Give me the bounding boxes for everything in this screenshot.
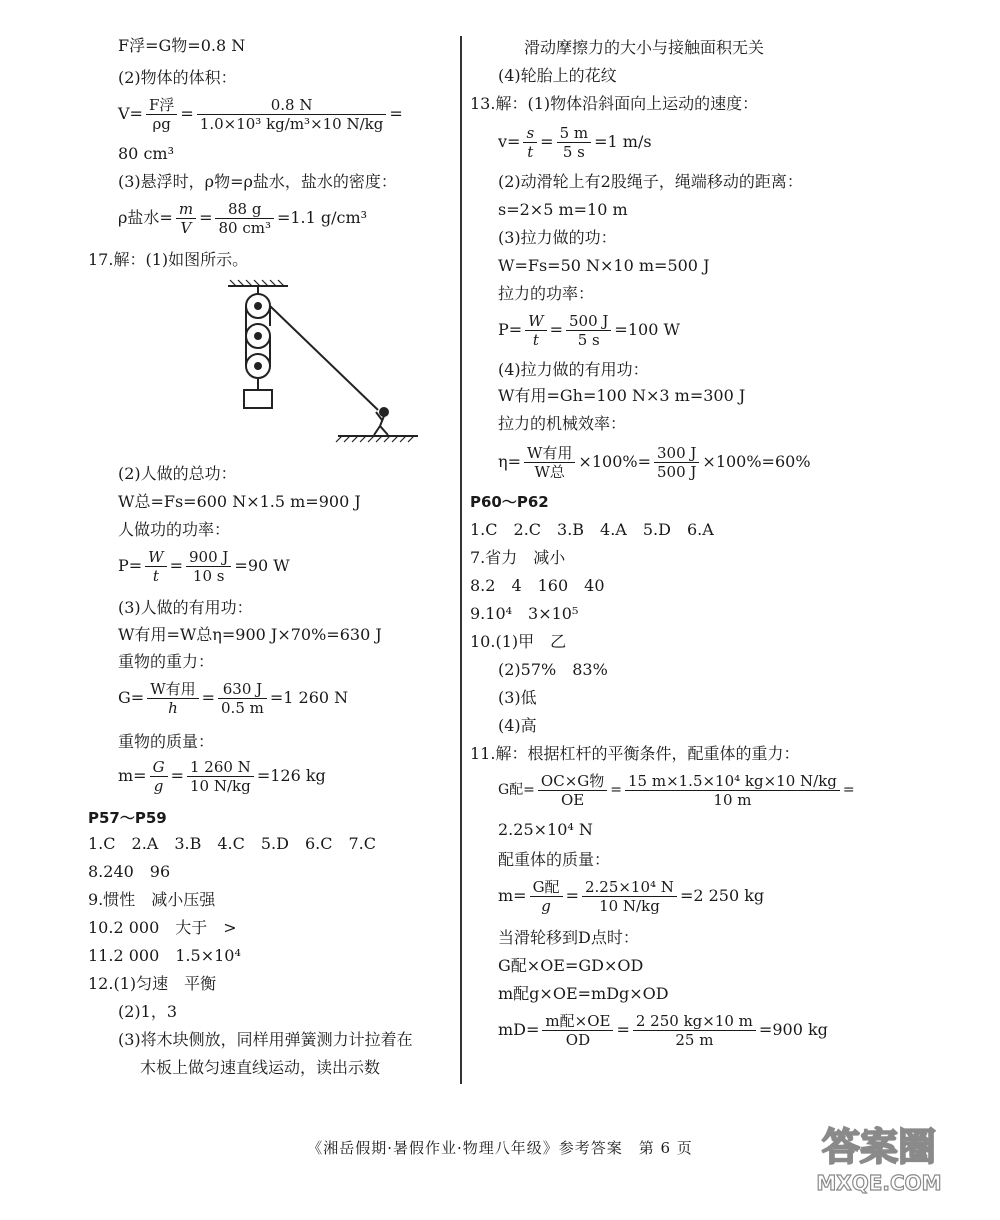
fraction: $\frac{G}{g}$ — [150, 758, 168, 795]
answer-line: 1.C 2.C 3.B 4.A 5.D 6.A — [470, 520, 714, 539]
fraction: $\frac{W}{t}$ — [145, 548, 166, 585]
formula-volume: V= $\frac{\text{F浮}}{\rho g}$ = $\frac{0.8 N}{\text{1.0×10³ kg/m³×10 N/kg}}$ = — [118, 96, 403, 133]
text-line: 重物的质量： — [118, 732, 215, 751]
formula-lhs: V= — [118, 104, 143, 123]
fraction: $\frac{\text{m配×OE}}{OD}$ — [542, 1012, 613, 1049]
text-line: (3)拉力做的功： — [498, 228, 617, 247]
text-line: 滑动摩擦力的大小与接触面积无关 — [524, 38, 765, 57]
answer-line: (2)57% 83% — [498, 660, 608, 679]
answer-line: 11.2 000 1.5×10⁴ — [88, 946, 241, 965]
answer-line: 10.(1)甲 乙 — [470, 632, 567, 651]
fraction: $\frac{\text{OC×G物}}{OE}$ — [538, 772, 607, 809]
text-line: 当滑轮移到D点时： — [498, 928, 639, 947]
text-line: 拉力的功率： — [498, 284, 595, 303]
formula-counterweight-mass: m= $\frac{\text{G配}}{g}$ = $\frac{\text{2.25×10⁴ N}}{10 N/kg}$ =2 250 kg — [498, 878, 765, 915]
answer-line: 8.240 96 — [88, 862, 171, 881]
fraction: $\frac{0.8 N}{\text{1.0×10³ kg/m³×10 N/kg}}$ — [197, 96, 387, 133]
text-line: 80 cm³ — [118, 144, 174, 163]
column-divider — [460, 36, 462, 1084]
text-line: 拉力的机械效率： — [498, 414, 627, 433]
fraction: $\frac{s}{t}$ — [523, 124, 537, 161]
text-line: W有用=W总η=900 J×70%=630 J — [118, 625, 382, 644]
text-line: W=Fs=50 N×10 m=500 J — [498, 256, 710, 275]
fraction: $\frac{\text{15 m×1.5×10⁴ kg×10 N/kg}}{10 m}$ — [625, 772, 840, 809]
fraction: $\frac{1 260 N}{10 N/kg}$ — [187, 758, 254, 795]
answer-line: 7.省力 减小 — [470, 548, 566, 567]
text-line: (3)悬浮时，ρ物=ρ盐水，盐水的密度： — [118, 172, 397, 191]
formula-velocity: v= $\frac{s}{t}$ = $\frac{5 m}{5 s}$ =1 m/s — [498, 124, 652, 161]
watermark-url: MXQE.COM — [816, 1171, 942, 1195]
answer-line: 9.惯性 减小压强 — [88, 890, 216, 909]
text-line: 人做功的功率： — [118, 520, 231, 539]
fraction: $\frac{2 250 kg\times 10 m}{25 m}$ — [633, 1012, 756, 1049]
answer-line: 12.(1)匀速 平衡 — [88, 974, 217, 993]
text-line: (2)物体的体积： — [118, 68, 237, 87]
formula-point-d-mass: mD= $\frac{\text{m配×OE}}{OD}$ = $\frac{2 250 kg\times 10 m}{25 m}$ =900 kg — [498, 1012, 828, 1049]
answer-line: 1.C 2.A 3.B 4.C 5.D 6.C 7.C — [88, 834, 376, 853]
page-footer: 《湘岳假期·暑假作业·物理八年级》参考答案 第 6 页 — [307, 1139, 693, 1157]
answer-line: (4)高 — [498, 716, 537, 735]
text-line: 配重体的质量： — [498, 850, 611, 869]
fraction: $\frac{88 g}{\text{80 cm³}}$ — [215, 200, 274, 237]
fraction: $\frac{630 J}{0.5 m}$ — [218, 680, 267, 717]
formula-power: P= $\frac{W}{t}$ = $\frac{500 J}{5 s}$ =100 W — [498, 312, 680, 349]
text-line: W有用=Gh=100 N×3 m=300 J — [498, 386, 746, 405]
fraction: $\frac{5 m}{5 s}$ — [557, 124, 592, 161]
fraction: $\frac{\text{W有用}}{\text{W总}}$ — [524, 444, 575, 481]
answer-line: 8.2 4 160 40 — [470, 576, 605, 595]
person-icon — [374, 408, 388, 435]
text-line: G配×OE=GD×OD — [498, 956, 644, 975]
fraction: $\frac{\text{F浮}}{\rho g}$ — [146, 96, 177, 133]
fraction: $\frac{900 J}{10 s}$ — [186, 548, 231, 585]
answer-line: (3)将木块侧放，同样用弹簧测力计拉着在 — [118, 1030, 413, 1049]
question-13: 13.解：(1)物体沿斜面向上运动的速度： — [470, 94, 759, 113]
answer-line: 10.2 000 大于 > — [88, 918, 237, 937]
text-line: W总=Fs=600 N×1.5 m=900 J — [118, 492, 361, 511]
text-line: (4)轮胎上的花纹 — [498, 66, 617, 85]
pulley-diagram — [218, 278, 428, 453]
text-line: m配g×OE=mDg×OD — [498, 984, 669, 1003]
fraction: $\frac{\text{G配}}{g}$ — [530, 878, 563, 915]
section-heading: P57～P59 — [88, 809, 167, 827]
text-line: (2)人做的总功： — [118, 464, 237, 483]
fraction: $\frac{500 J}{5 s}$ — [566, 312, 611, 349]
question-11: 11.解：根据杠杆的平衡条件，配重体的重力： — [470, 744, 800, 763]
question-17: 17.解：(1)如图所示。 — [88, 250, 249, 269]
section-heading: P60～P62 — [470, 493, 549, 511]
formula-power: P= $\frac{W}{t}$ = $\frac{900 J}{10 s}$ =90 W — [118, 548, 290, 585]
formula-efficiency: η= $\frac{\text{W有用}}{\text{W总}}$ ×100%= $\frac{300 J}{500 J}$ ×100%=60% — [498, 444, 811, 481]
formula-mass: m= $\frac{G}{g}$ = $\frac{1 260 N}{10 N/kg}$ =126 kg — [118, 758, 326, 795]
answer-line: (3)低 — [498, 688, 537, 707]
text-line: (4)拉力做的有用功： — [498, 360, 649, 379]
text-line: (2)动滑轮上有2股绳子，绳端移动的距离： — [498, 172, 803, 191]
fraction: $\frac{\text{W有用}}{h}$ — [147, 680, 198, 717]
formula-gravity: G= $\frac{\text{W有用}}{h}$ = $\frac{630 J}{0.5 m}$ =1 260 N — [118, 680, 349, 717]
fraction: $\frac{\text{2.25×10⁴ N}}{10 N/kg}$ — [582, 878, 677, 915]
text-line: F浮=G物=0.8 N — [118, 36, 246, 55]
watermark-logo — [787, 1116, 972, 1198]
answer-line: (2)1，3 — [118, 1002, 178, 1021]
fraction: $\frac{W}{t}$ — [525, 312, 546, 349]
watermark-text: 答案圈 — [821, 1125, 937, 1169]
formula-density: ρ盐水= $\frac{m}{V}$ = $\frac{88 g}{\text{80 cm³}}$ =1.1 g/cm³ — [118, 200, 368, 237]
text-line: (3)人做的有用功： — [118, 598, 253, 617]
text-line: 重物的重力： — [118, 652, 215, 671]
fraction: $\frac{300 J}{500 J}$ — [654, 444, 699, 481]
text-line: 2.25×10⁴ N — [498, 820, 593, 839]
answer-line: 木板上做匀速直线运动，读出示数 — [140, 1058, 381, 1077]
fraction: $\frac{m}{V}$ — [176, 200, 196, 237]
text-line: s=2×5 m=10 m — [498, 200, 628, 219]
answer-line: 9.10⁴ 3×10⁵ — [470, 604, 579, 623]
formula-counterweight-gravity: G配= $\frac{\text{OC×G物}}{OE}$ = $\frac{\text{15 m×1.5×10⁴ kg×10 N/kg}}{10 m}$ = — [498, 771, 855, 809]
